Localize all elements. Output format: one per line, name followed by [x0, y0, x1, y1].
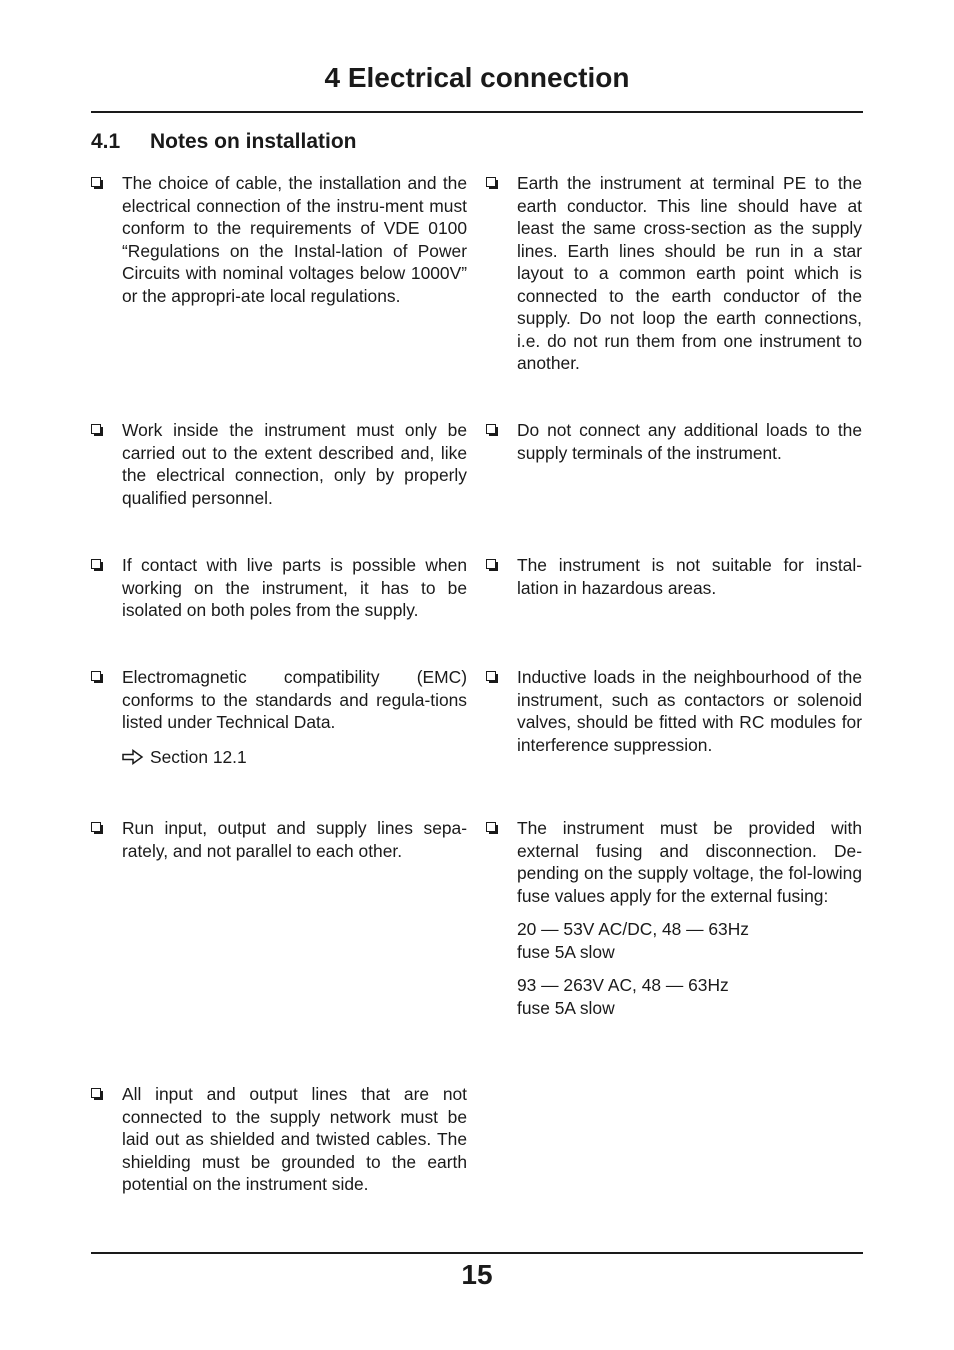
- section-number: 4.1: [91, 130, 121, 153]
- note-earthing: [486, 172, 862, 375]
- checkbox-bullet-icon: [486, 177, 496, 187]
- note-separate-lines: [91, 817, 467, 862]
- section-heading: Notes on installation: [150, 130, 357, 153]
- note-text: Do not connect any additional loads to the supply terminals of the instrument.: [517, 420, 862, 463]
- note-text: Electromagnetic compatibility (EMC) conforms to the standards and regula-tions listed under Technical Data.: [122, 667, 467, 732]
- note-text: The instrument must be provided with external fusing and disconnection. De-pending on the supply voltage, the fol-lowing fuse values apply for the external fusing:: [517, 818, 862, 906]
- note-shielded-cables: [91, 1083, 467, 1196]
- note-text: Inductive loads in the neighbourhood of the instrument, such as contactors or solenoid valves, should be fitted with RC modules for interference suppression.: [517, 667, 862, 755]
- note-text: If contact with live parts is possible when working on the instrument, it has to be isolated on both poles from the supply.: [122, 555, 467, 620]
- fuse-spec-range: 93 — 263V AC, 48 — 63Hz: [517, 975, 729, 995]
- note-text: The instrument is not suitable for instal-lation in hazardous areas.: [517, 555, 862, 598]
- note-text: All input and output lines that are not connected to the supply network must be laid out as shielded and twisted cables. The shielding must be grounded to the earth potential on the instrument side.: [122, 1084, 467, 1194]
- note-text: The choice of cable, the installation and the electrical connection of the instru-ment must conform to the requirements of VDE 0100 “Regulations on the Instal-lation of Power Circuits with nominal voltages below 1000V” or the appropri-ate local regulations.: [122, 173, 467, 306]
- checkbox-bullet-icon: [91, 822, 101, 832]
- fuse-spec-low-voltage: [517, 918, 862, 963]
- checkbox-bullet-icon: [91, 424, 101, 434]
- checkbox-bullet-icon: [91, 1088, 101, 1098]
- note-hazardous-areas: [486, 554, 862, 599]
- note-text: Work inside the instrument must only be carried out to the extent described and, like the electrical connection, only by properly qualified personnel.: [122, 420, 467, 508]
- note-text: Run input, output and supply lines sepa-rately, and not parallel to each other.: [122, 818, 467, 861]
- checkbox-bullet-icon: [91, 671, 101, 681]
- fuse-spec-high-voltage: [517, 974, 862, 1019]
- checkbox-bullet-icon: [486, 424, 496, 434]
- checkbox-bullet-icon: [91, 177, 101, 187]
- note-additional-loads: [486, 419, 862, 464]
- fuse-spec-range: 20 — 53V AC/DC, 48 — 63Hz: [517, 919, 749, 939]
- arrow-right-icon: [122, 749, 144, 765]
- section-reference-label: Section 12.1: [150, 746, 247, 767]
- note-qualified-personnel: [91, 419, 467, 509]
- fuse-spec-fuse: fuse 5A slow: [517, 941, 615, 962]
- checkbox-bullet-icon: [486, 822, 496, 832]
- checkbox-bullet-icon: [486, 559, 496, 569]
- checkbox-bullet-icon: [91, 559, 101, 569]
- note-cable-installation: [91, 172, 467, 307]
- note-inductive-loads: [486, 666, 862, 756]
- note-external-fusing: [486, 817, 862, 1019]
- section-reference[interactable]: [122, 746, 467, 769]
- footer-rule: [91, 1252, 863, 1254]
- section-title: [91, 130, 357, 154]
- page-number: 15: [461, 1259, 493, 1290]
- checkbox-bullet-icon: [486, 671, 496, 681]
- chapter-title: 4 Electrical connection: [324, 62, 630, 93]
- header-rule: [91, 111, 863, 113]
- note-live-parts: [91, 554, 467, 622]
- note-emc: [91, 666, 467, 768]
- fuse-spec-fuse: fuse 5A slow: [517, 997, 615, 1018]
- note-text: Earth the instrument at terminal PE to the earth conductor. This line should have at least the same cross-section as the supply lines. Earth lines should be run in a star layout to a common earth point which is connected to the earth conductor of the supply. Do not loop the earth connections, i.e. do not run them from one instrument to another.: [517, 173, 862, 373]
